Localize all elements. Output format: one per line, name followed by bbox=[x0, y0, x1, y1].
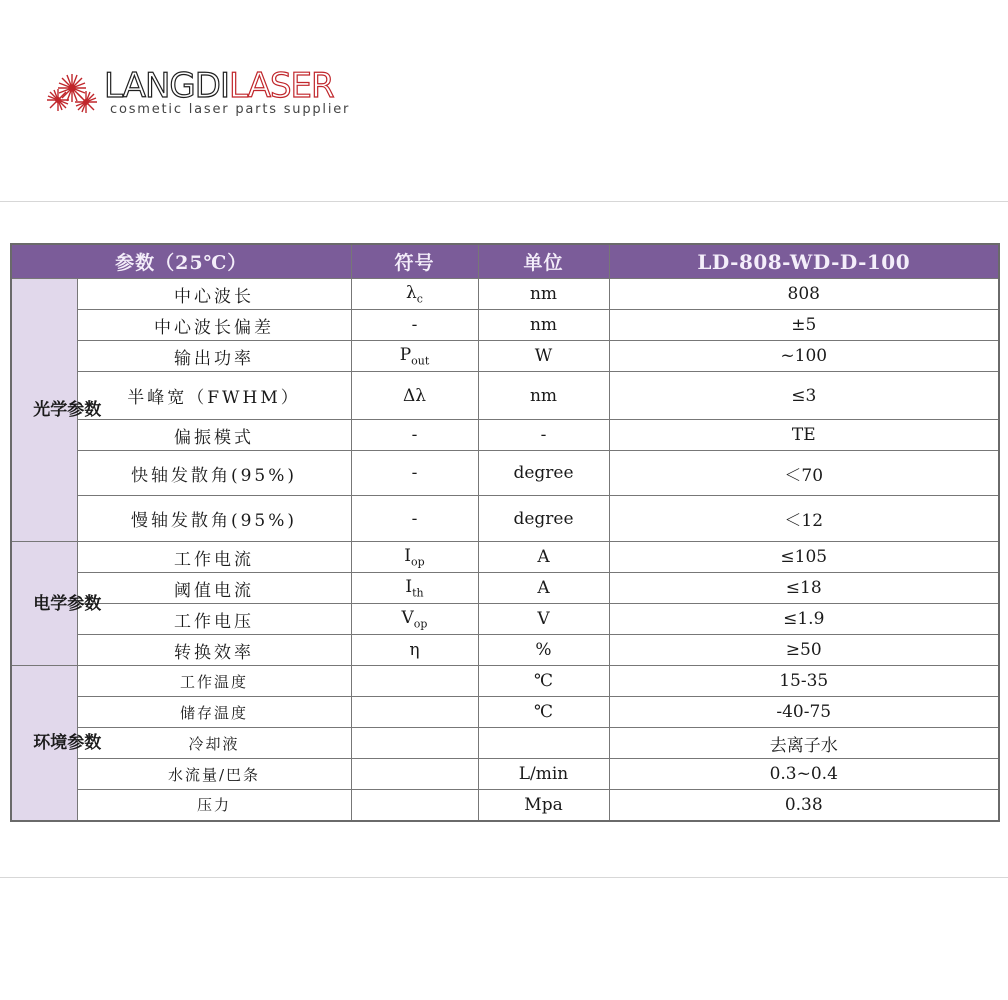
table-row bbox=[11, 496, 999, 542]
brand-tagline: cosmetic laser parts supplier bbox=[110, 102, 351, 117]
table-row bbox=[11, 759, 999, 790]
symbol-cell bbox=[351, 496, 478, 542]
brand-name bbox=[104, 68, 334, 104]
symbol-subscript: th bbox=[412, 586, 424, 600]
table-row bbox=[11, 697, 999, 728]
symbol-main: η bbox=[409, 640, 420, 660]
param-cell: 中心波长 bbox=[77, 279, 351, 310]
symbol-cell bbox=[351, 542, 478, 573]
group-environment bbox=[11, 666, 102, 821]
unit-cell: degree bbox=[478, 451, 609, 496]
group-label: 电学参数 bbox=[33, 593, 102, 614]
symbol-cell bbox=[351, 341, 478, 372]
table-row bbox=[11, 341, 999, 372]
unit-cell: L/min bbox=[478, 759, 609, 790]
symbol-cell bbox=[351, 728, 478, 759]
symbol-subscript: c bbox=[416, 292, 423, 306]
symbol-main: V bbox=[401, 607, 414, 628]
value-cell: ≤3 bbox=[609, 372, 999, 420]
table-row bbox=[11, 420, 999, 451]
param-cell: 阈值电流 bbox=[77, 573, 351, 604]
header-unit: 单位 bbox=[478, 244, 609, 279]
value-cell: 808 bbox=[609, 279, 999, 310]
table-row bbox=[11, 310, 999, 341]
symbol-cell bbox=[351, 635, 478, 666]
table-row bbox=[11, 790, 999, 821]
unit-cell: A bbox=[478, 542, 609, 573]
symbol-cell bbox=[351, 666, 478, 697]
value-cell: ≥50 bbox=[609, 635, 999, 666]
symbol-main: - bbox=[411, 315, 418, 335]
table-body bbox=[11, 279, 999, 821]
symbol-subscript: op bbox=[413, 617, 428, 631]
symbol-cell bbox=[351, 604, 478, 635]
symbol-main: P bbox=[399, 344, 412, 365]
param-cell: 工作电压 bbox=[77, 604, 351, 635]
unit-cell: nm bbox=[478, 279, 609, 310]
symbol-subscript: out bbox=[411, 354, 430, 368]
value-cell: 去离子水 bbox=[609, 728, 999, 759]
symbol-cell bbox=[351, 279, 478, 310]
table-header-row bbox=[11, 244, 999, 279]
value-cell: 0.38 bbox=[609, 790, 999, 821]
table-row bbox=[11, 279, 999, 310]
spec-table bbox=[10, 243, 1000, 822]
value-cell: 0.3~0.4 bbox=[609, 759, 999, 790]
symbol-main: - bbox=[411, 425, 418, 445]
unit-cell: V bbox=[478, 604, 609, 635]
value-cell: 15-35 bbox=[609, 666, 999, 697]
group-optical bbox=[11, 279, 102, 542]
header-symbol: 符号 bbox=[351, 244, 478, 279]
symbol-cell bbox=[351, 420, 478, 451]
unit-cell: A bbox=[478, 573, 609, 604]
value-cell: -40-75 bbox=[609, 697, 999, 728]
symbol-cell bbox=[351, 759, 478, 790]
value-cell: ＜70 bbox=[609, 451, 999, 496]
table-row bbox=[11, 542, 999, 573]
bottom-divider bbox=[0, 877, 1008, 878]
symbol-main: - bbox=[411, 508, 418, 529]
param-cell: 水流量/巴条 bbox=[77, 759, 351, 790]
brand-name-part2: LASER bbox=[228, 66, 334, 106]
value-cell: ~100 bbox=[609, 341, 999, 372]
symbol-cell bbox=[351, 790, 478, 821]
symbol-cell bbox=[351, 451, 478, 496]
group-label: 光学参数 bbox=[33, 400, 102, 420]
param-cell: 偏振模式 bbox=[77, 420, 351, 451]
symbol-main: λ bbox=[406, 282, 417, 303]
symbol-cell bbox=[351, 697, 478, 728]
unit-cell: nm bbox=[478, 310, 609, 341]
symbol-cell bbox=[351, 573, 478, 604]
symbol-main: - bbox=[411, 463, 418, 483]
value-cell: ±5 bbox=[609, 310, 999, 341]
symbol-main: I bbox=[404, 545, 412, 566]
unit-cell bbox=[478, 728, 609, 759]
param-cell: 转换效率 bbox=[77, 635, 351, 666]
param-cell: 快轴发散角(95%) bbox=[77, 451, 351, 496]
unit-cell: W bbox=[478, 341, 609, 372]
param-cell: 储存温度 bbox=[77, 697, 351, 728]
table-row bbox=[11, 573, 999, 604]
symbol-cell bbox=[351, 372, 478, 420]
table-row bbox=[11, 666, 999, 697]
param-cell: 慢轴发散角(95%) bbox=[77, 496, 351, 542]
unit-cell: degree bbox=[478, 496, 609, 542]
table-row bbox=[11, 451, 999, 496]
value-cell: ≤1.9 bbox=[609, 604, 999, 635]
unit-cell: ℃ bbox=[478, 666, 609, 697]
top-divider bbox=[0, 201, 1008, 202]
group-electrical bbox=[11, 542, 102, 666]
value-cell: TE bbox=[609, 420, 999, 451]
unit-cell: % bbox=[478, 635, 609, 666]
unit-cell: ℃ bbox=[478, 697, 609, 728]
header-model: LD-808-WD-D-100 bbox=[609, 244, 999, 279]
table-row bbox=[11, 604, 999, 635]
group-label: 环境参数 bbox=[33, 732, 102, 753]
value-cell: ≤18 bbox=[609, 573, 999, 604]
brand-name-part1: LANGDI bbox=[104, 66, 229, 106]
symbol-main: I bbox=[405, 576, 413, 597]
param-cell: 半峰宽（FWHM） bbox=[77, 372, 351, 420]
param-cell: 工作温度 bbox=[77, 666, 351, 697]
table-row bbox=[11, 372, 999, 420]
header-param: 参数（25℃） bbox=[11, 244, 351, 279]
unit-cell: - bbox=[478, 420, 609, 451]
symbol-cell bbox=[351, 310, 478, 341]
symbol-subscript: op bbox=[411, 555, 425, 569]
value-cell: ＜12 bbox=[609, 496, 999, 542]
param-cell: 压力 bbox=[77, 790, 351, 821]
table-row bbox=[11, 728, 999, 759]
param-cell: 中心波长偏差 bbox=[77, 310, 351, 341]
unit-cell: nm bbox=[478, 372, 609, 420]
value-cell: ≤105 bbox=[609, 542, 999, 573]
param-cell: 工作电流 bbox=[77, 542, 351, 573]
param-cell: 冷却液 bbox=[77, 728, 351, 759]
brand-logo bbox=[38, 64, 368, 124]
param-cell: 输出功率 bbox=[77, 341, 351, 372]
symbol-main: Δλ bbox=[402, 385, 427, 406]
unit-cell: Mpa bbox=[478, 790, 609, 821]
table-row bbox=[11, 635, 999, 666]
